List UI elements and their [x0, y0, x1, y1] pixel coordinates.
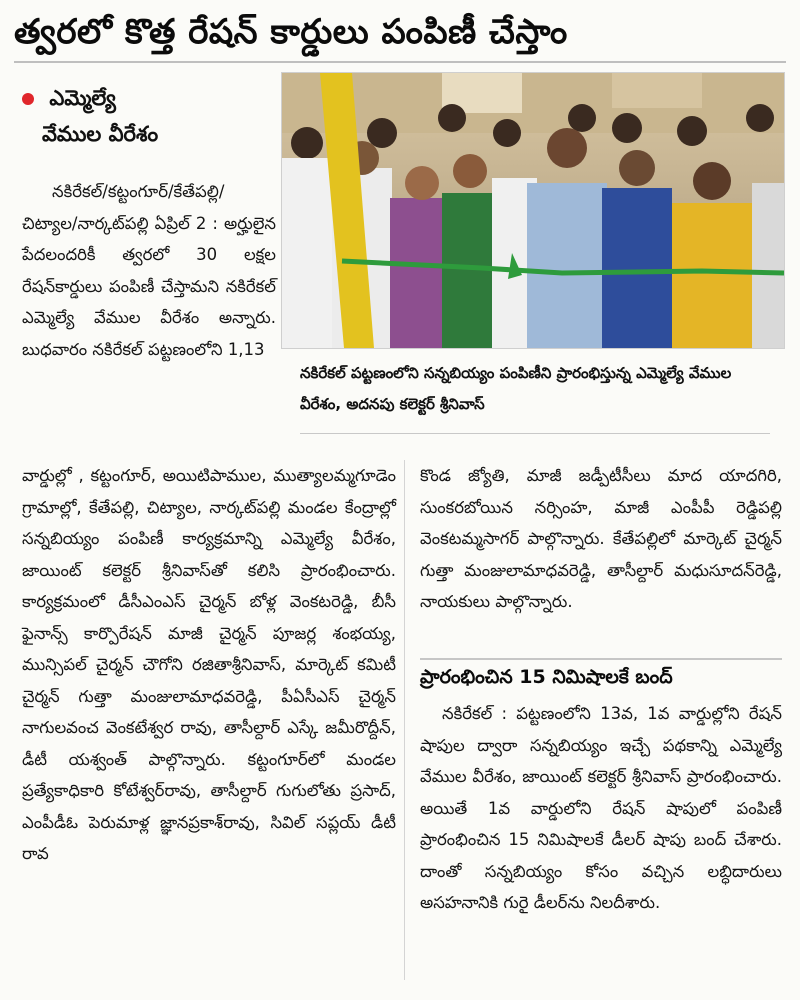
headline-rule: [14, 61, 786, 63]
news-photo: [281, 72, 785, 349]
article-column-1: వార్డుల్లో , కట్టంగూర్, అయిటిపాముల, ముత్యాలమ్మగూడెం గ్రామాల్లో, కేతేపల్లి, చిట్యాల, నార్కట్‌పల్లి మండల కేంద్రాల్లో సన్నబియ్యం పంపిణీ కార్యక్రమాన్ని ఎమ్మెల్యే వీరేశం, జాయింట్ కలెక్టర్ శ్రీనివాస్‌తో కలిసి ప్రారంభించారు. కార్యక్రమంలో డీసీఎంఎస్ చైర్మన్ బోళ్ల వెంకటరెడ్డి, బీసీ ఫైనాన్స్ కార్పొరేషన్ మాజీ చైర్మన్ పూజర్ల శంభయ్య, మున్సిపల్ చైర్మన్ చౌగోని రజితాశ్రీనివాస్, మార్కెట్ కమిటీ చైర్మన్ గుత్తా మంజులామాధవరెడ్డి, పీఏసీఎస్ చైర్మన్ నాగులవంచ వెంకటేశ్వర రావు, తాసీల్దార్ ఎస్కే జమీరొద్దీన్, డీటీ యశ్వంత్ పాల్గొన్నారు. కట్టంగూర్‌లో మండల ప్రత్యేకాధికారి కోటేశ్వర్‌రావు, తాసీల్దార్ గుగులోతు ప్రసాద్, ఎంపీడీఓ పెరుమాళ్ల జ్ఞానప్రకాశ్‌రావు, సివిల్ సప్లయ్ డీటీ రావ: [22, 466, 396, 863]
kicker-line-2: వేముల వీరేశం: [42, 122, 159, 146]
photo-caption: నకిరేకల్ పట్టణంలోని సన్నబియ్యం పంపిణీని ప్రారంభిస్తున్న ఎమ్మెల్యే వేముల వీరేశం, అదనపు కలెక్టర్ శ్రీనివాస్: [300, 364, 732, 413]
caption-rule: [300, 433, 770, 434]
article-column-2: కొండ జ్యోతి, మాజీ జడ్పీటీసీలు మాద యాదగిరి, సుంకరబోయిన నర్సింహ, మాజీ ఎంపీపీ రెడ్డిపల్లి వెంకటమ్మసాగర్ పాల్గొన్నారు. కేతేపల్లిలో మార్కెట్ చైర్మన్ గుత్తా మంజులామాధవరెడ్డి, తాసీల్దార్ మధుసూదన్‌రెడ్డి, నాయకులు పాల్గొన్నారు.: [420, 466, 782, 611]
kicker: [22, 80, 272, 152]
bullet-icon: [22, 93, 34, 105]
article-column-2-continued: నకిరేకల్ : పట్టణంలోని 13వ, 1వ వార్డుల్లోని రేషన్ షాపుల ద్వారా సన్నబియ్యం ఇచ్చే పథకాన్ని ఎమ్మెల్యే వేముల వీరేశం, జాయింట్ కలెక్టర్ శ్రీనివాస్ ప్రారంభించారు. అయితే 1వ వార్డులోని రేషన్ షాపులో పంపిణీ ప్రారంభించిన 15 నిమిషాలకే డీలర్ షాపు బంద్ చేశారు. దాంతో సన్నబియ్యం కోసం వచ్చిన లబ్ధిదారులు అసహనానికి గురై డీలర్‌ను నిలదీశారు.: [420, 704, 782, 912]
lead-paragraph: నకిరేకల్/కట్టంగూర్/కేతేపల్లి/చిట్యాల/నార్కట్‌పల్లి ఏప్రిల్ 2 : అర్హులైన పేదలందరికీ త్వరలో 30 లక్షల రేషన్‌కార్డులు పంపిణీ చేస్తామని నకిరేకల్ ఎమ్మెల్యే వేముల వీరేశం అన్నారు. బుధవారం నకిరేకల్ పట్టణంలోని 1,13: [22, 182, 276, 359]
kicker-line-1: ఎమ్మెల్యే: [49, 86, 116, 110]
headline: త్వరలో కొత్త రేషన్ కార్డులు పంపిణీ చేస్తాం: [14, 12, 568, 52]
subheading: ప్రారంభించిన 15 నిమిషాలకే బంద్: [420, 658, 782, 694]
ribbon-cutting-photo: [282, 73, 784, 348]
column-divider: [404, 460, 405, 980]
